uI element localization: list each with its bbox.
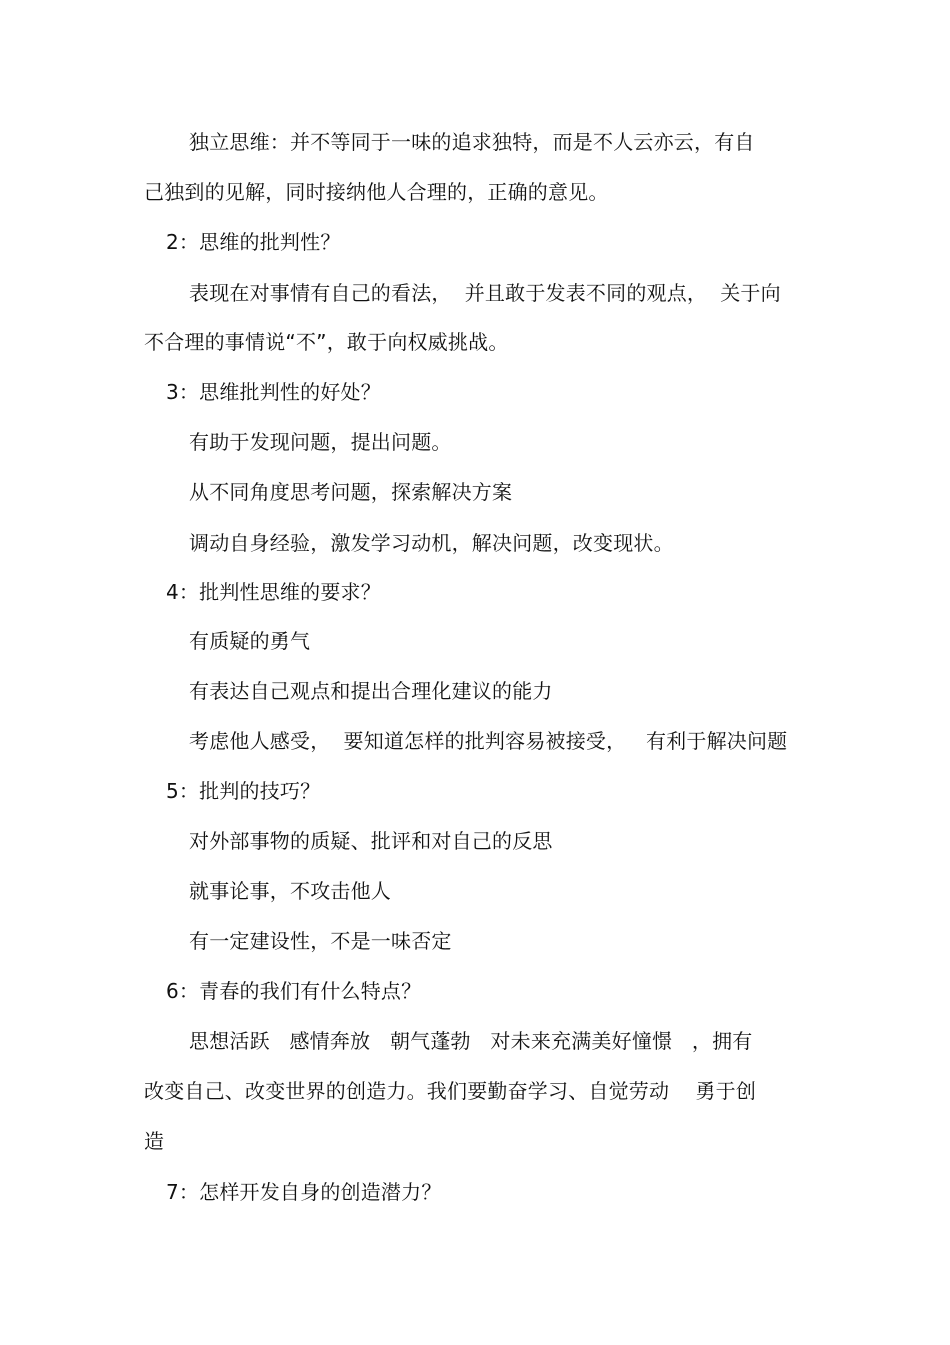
paragraph-line: 有助于发现问题，提出问题。 [189,430,452,454]
section-heading: 5：批判的技巧？ [166,779,321,803]
paragraph-line: 对外部事物的质疑、批评和对自己的反思 [189,829,553,853]
section-heading: 4：批判性思维的要求？ [166,580,381,604]
paragraph-line: 就事论事，不攻击他人 [189,879,391,903]
paragraph-line: 表现在对事情有自己的看法， 并且敢于发表不同的观点， 关于向 [189,281,781,305]
paragraph-line: 造 [144,1129,165,1153]
paragraph-line: 思想活跃 感情奔放 朝气蓬勃 对未来充满美好憧憬 ，拥有 [189,1029,753,1053]
section-heading: 3：思维批判性的好处？ [166,380,381,404]
paragraph-line: 独立思维：并不等同于一味的追求独特，而是不人云亦云，有自 [189,130,755,154]
section-heading: 2：思维的批判性？ [166,230,341,254]
paragraph-line: 有质疑的勇气 [189,629,311,653]
section-heading: 6：青春的我们有什么特点？ [166,979,422,1003]
paragraph-line: 改变自己、改变世界的创造力。我们要勤奋学习、自觉劳动 勇于创 [144,1079,757,1103]
section-heading: 7：怎样开发自身的创造潜力？ [166,1180,442,1204]
paragraph-line: 考虑他人感受， 要知道怎样的批判容易被接受， 有利于解决问题 [189,729,788,753]
paragraph-line: 有一定建设性，不是一味否定 [189,929,452,953]
paragraph-line: 调动自身经验，激发学习动机，解决问题，改变现状。 [189,531,674,555]
paragraph-line: 不合理的事情说“不”，敢于向权威挑战。 [144,330,509,354]
paragraph-line: 己独到的见解，同时接纳他人合理的，正确的意见。 [144,180,609,204]
paragraph-line: 从不同角度思考问题，探索解决方案 [189,480,513,504]
paragraph-line: 有表达自己观点和提出合理化建议的能力 [189,679,553,703]
